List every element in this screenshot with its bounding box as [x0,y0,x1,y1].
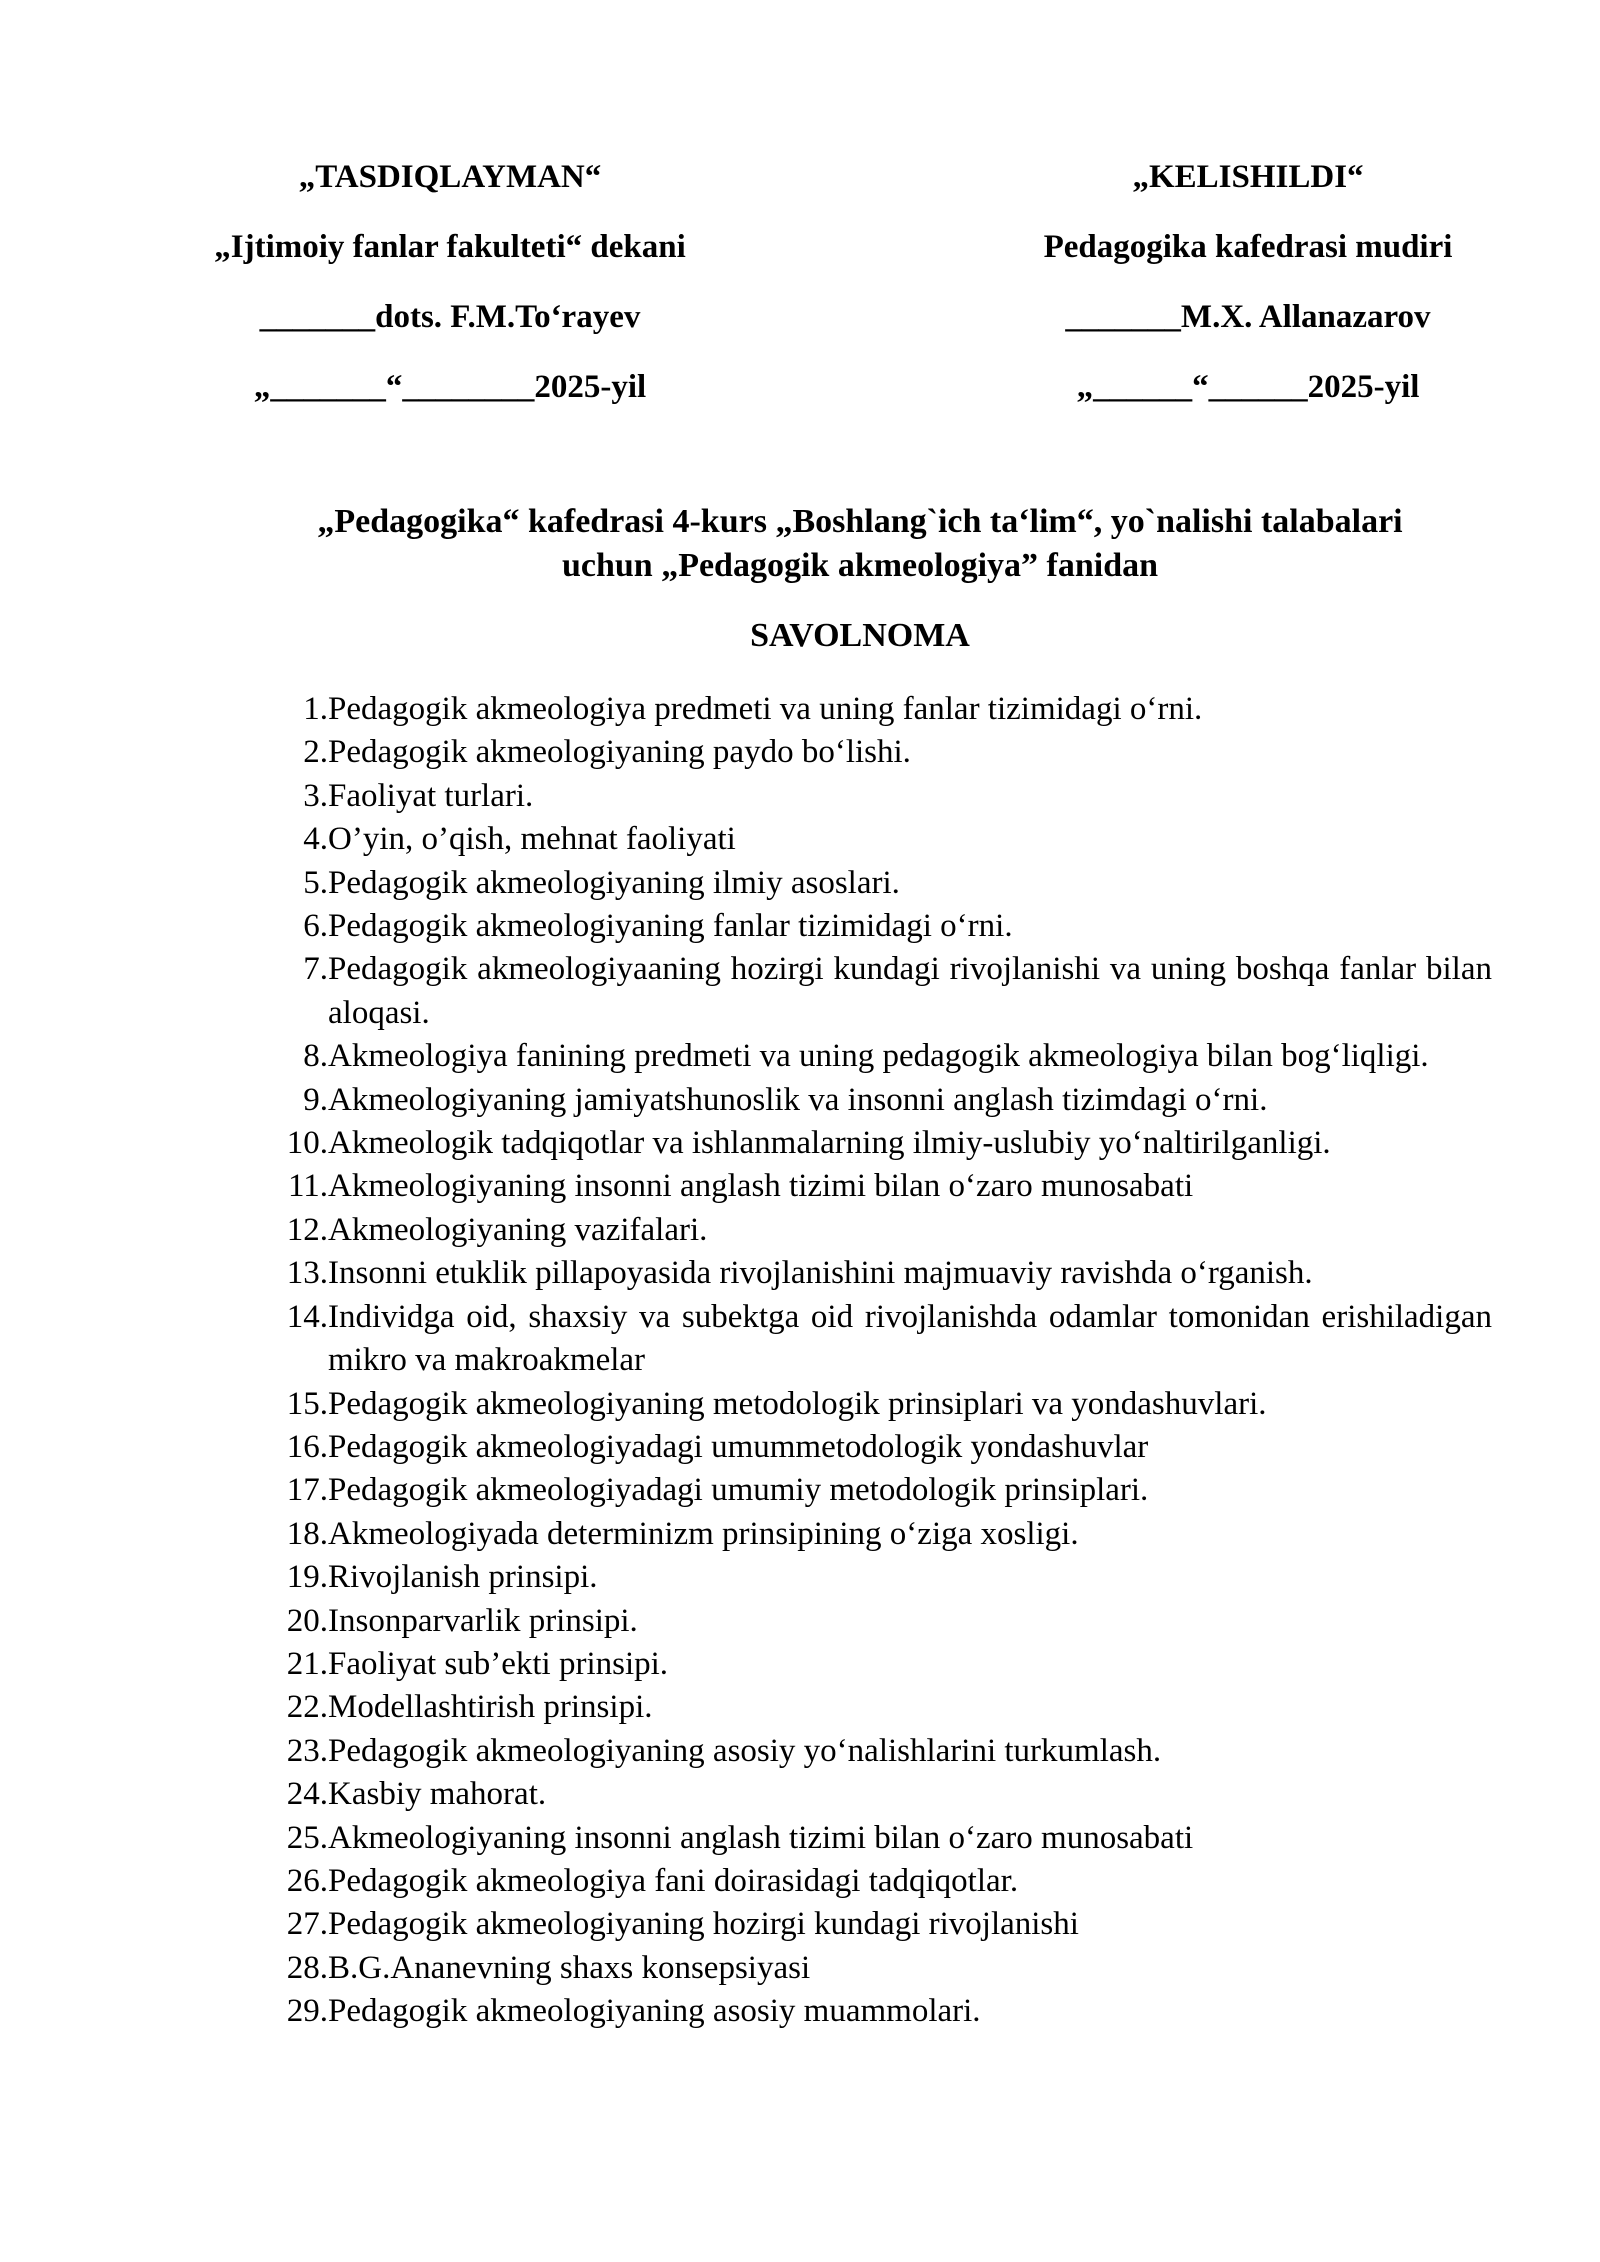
question-number: 21. [286,1645,328,1682]
question-text: Akmeologiyaning jamiyatshunoslik va insonni anglash tizimdagi o‘rni. [328,1081,1268,1118]
question-text: Pedagogik akmeologiyaning asosiy muammolari. [328,1993,981,2030]
question-number: 27. [286,1906,328,1943]
question-text: Individga oid, shaxsiy va subektga oid rivojlanishda odamlar tomonidan erishiladigan mikro va makroakmelar [328,1298,1492,1379]
question-item [270,1730,1492,1773]
question-number: 2. [303,734,328,771]
question-text: Rivojlanish prinsipi. [328,1559,598,1596]
question-text: Akmeologiyaning insonni anglash tizimi bilan o‘zaro munosabati [328,1168,1194,1205]
question-item [270,1296,1492,1383]
approval-title: „TASDIQLAYMAN“ [298,159,602,195]
question-text: Modellashtirish prinsipi. [328,1689,653,1726]
document-title-line-1: „Pedagogika“ kafedrasi 4-kurs „Boshlang`ich ta‘lim“, yo`nalishi talabalari [317,503,1403,540]
question-number: 9. [303,1081,328,1118]
question-number: 15. [286,1385,328,1422]
approval-date-line: „_______“________2025-yil [253,369,647,405]
approval-block-right [968,148,1528,428]
approval-block-left [140,148,760,428]
question-number: 5. [303,864,328,901]
agreer-signature-line: _______M.X. Allanazarov [1065,299,1431,335]
question-text: Pedagogik akmeologiyaaning hozirgi kundagi rivojlanishi va uning boshqa fanlar bilan aloqasi. [328,951,1492,1031]
question-number: 20. [286,1602,328,1639]
question-text: Faoliyat turlari. [328,777,534,814]
question-item [270,1643,1492,1686]
question-text: Akmeologiyada determinizm prinsipining o‘ziga xosligi. [328,1515,1079,1552]
question-item [270,1122,1492,1165]
question-text: Faoliyat sub’ekti prinsipi. [328,1645,669,1682]
questionnaire-heading: SAVOLNOMA [750,617,970,654]
question-number: 18. [286,1515,328,1552]
question-item [270,1990,1492,2033]
question-text: Pedagogik akmeologiyadagi umumiy metodologik prinsiplari. [328,1472,1149,1509]
agreer-position: Pedagogika kafedrasi mudiri [1043,229,1453,265]
question-item [270,731,1492,774]
question-item [270,1035,1492,1078]
question-item [270,1209,1492,1252]
question-list [270,688,1492,2034]
question-number: 17. [286,1472,328,1509]
question-item [270,1686,1492,1729]
question-number: 14. [286,1298,328,1335]
question-number: 3. [303,777,328,814]
question-item [270,1947,1492,1990]
question-text: Pedagogik akmeologiyaning ilmiy asoslari. [328,864,900,901]
question-item [270,688,1492,731]
question-number: 11. [287,1168,328,1205]
question-number: 23. [286,1732,328,1769]
question-item [270,1903,1492,1946]
question-item [270,1556,1492,1599]
question-item [270,1817,1492,1860]
question-text: Insonni etuklik pillapoyasida rivojlanishini majmuaviy ravishda o‘rganish. [328,1255,1313,1292]
question-number: 22. [286,1689,328,1726]
question-number: 10. [286,1125,328,1162]
question-item [270,818,1492,861]
question-number: 19. [286,1559,328,1596]
question-item [270,1513,1492,1556]
question-item [270,1079,1492,1122]
question-text: Pedagogik akmeologiya predmeti va uning fanlar tizimidagi o‘rni. [328,691,1203,727]
approver-position: „Ijtimoiy fanlar fakulteti“ dekani [214,229,686,265]
question-number: 6. [303,908,328,945]
question-number: 25. [286,1819,328,1856]
question-text: Akmeologiyaning insonni anglash tizimi bilan o‘zaro munosabati [328,1819,1194,1856]
question-text: O’yin, o’qish, mehnat faoliyati [328,821,736,858]
question-number: 28. [286,1949,328,1986]
approver-signature-line: _______dots. F.M.To‘rayev [259,299,641,335]
question-item [270,1426,1492,1469]
agreement-title: „KELISHILDI“ [1132,159,1364,195]
question-item [270,1860,1492,1903]
question-item [270,862,1492,905]
question-text: Pedagogik akmeologiyaning hozirgi kundagi rivojlanishi [328,1906,1079,1943]
question-number: 1. [303,691,328,727]
question-item [270,905,1492,948]
question-item [270,1773,1492,1816]
question-text: Pedagogik akmeologiyadagi umummetodologik yondashuvlar [328,1428,1149,1465]
question-item [270,948,1492,1035]
question-number: 26. [286,1862,328,1899]
question-text: Pedagogik akmeologiya fani doirasidagi tadqiqotlar. [328,1862,1019,1899]
question-number: 13. [286,1255,328,1292]
question-text: Kasbiy mahorat. [328,1776,547,1813]
question-text: Pedagogik akmeologiyaning asosiy yo‘nalishlarini turkumlash. [328,1732,1162,1769]
question-text: B.G.Ananevning shaxs konsepsiyasi [328,1949,811,1986]
question-number: 8. [303,1038,328,1075]
question-number: 16. [286,1428,328,1465]
question-number: 7. [303,951,328,988]
question-text: Akmeologiyaning vazifalari. [328,1211,708,1248]
question-number: 29. [286,1993,328,2030]
question-item [270,775,1492,818]
agreement-date-line: „______“______2025-yil [1076,369,1420,405]
question-item [270,1252,1492,1295]
question-number: 4. [303,821,328,858]
question-text: Pedagogik akmeologiyaning fanlar tizimidagi o‘rni. [328,908,1013,945]
question-item [270,1600,1492,1643]
document-title-line-2: uchun „Pedagogik akmeologiya” fanidan [561,547,1159,584]
question-item [270,1165,1492,1208]
question-text: Pedagogik akmeologiyaning metodologik prinsiplari va yondashuvlari. [328,1385,1267,1422]
question-number: 24. [286,1776,328,1813]
document-title [240,500,1480,588]
question-text: Pedagogik akmeologiyaning paydo bo‘lishi. [328,734,911,771]
question-text: Akmeologiya fanining predmeti va uning pedagogik akmeologiya bilan bog‘liqligi. [328,1038,1429,1075]
question-item [270,1469,1492,1512]
question-text: Akmeologik tadqiqotlar va ishlanmalarning ilmiy-uslubiy yo‘naltirilganligi. [328,1125,1331,1162]
question-text: Insonparvarlik prinsipi. [328,1602,638,1639]
question-item [270,1383,1492,1426]
question-number: 12. [286,1211,328,1248]
